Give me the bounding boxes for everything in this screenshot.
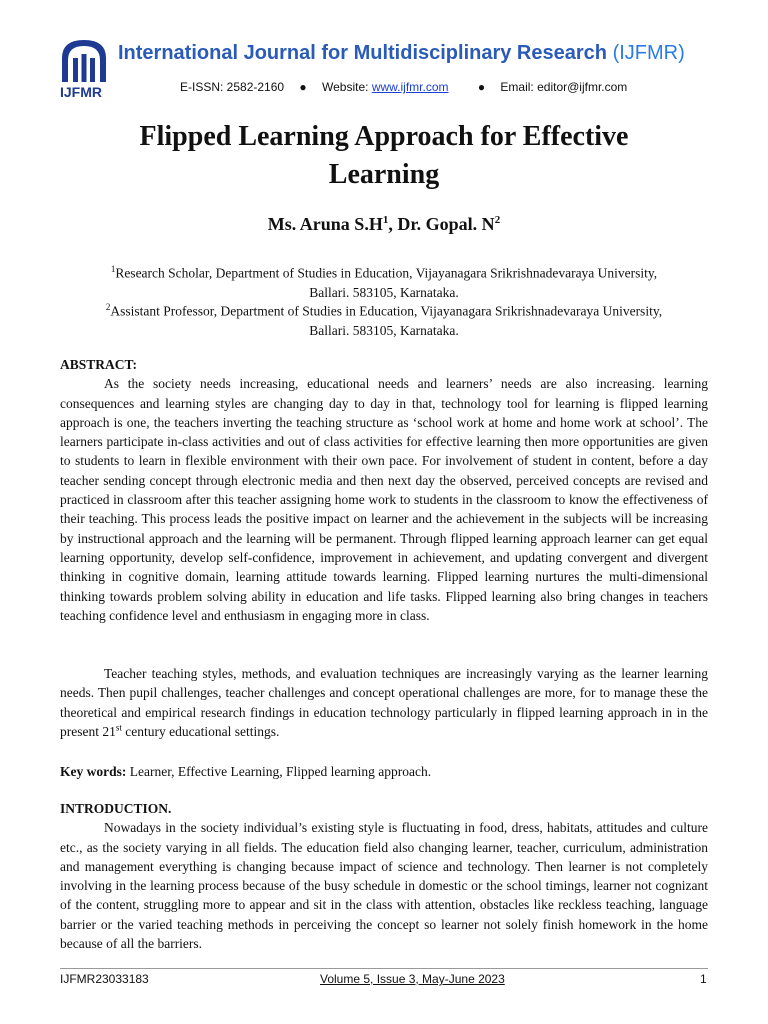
author-separator: , — [388, 214, 398, 234]
journal-info-line — [180, 80, 627, 94]
author-name: Ms. Aruna S.H — [267, 214, 383, 234]
footer-volume: Volume 5, Issue 3, May-June 2023 — [320, 972, 505, 986]
introduction-heading: INTRODUCTION. — [60, 801, 172, 816]
abstract-section — [60, 355, 708, 625]
bullet-separator: ● — [477, 80, 486, 94]
website-label: Website: — [322, 80, 369, 94]
abstract-paragraph-text: century educational settings. — [121, 723, 280, 739]
journal-header — [58, 36, 718, 104]
ordinal-suffix: st — [115, 722, 122, 733]
affil-text: Ballari. 583105, Karnataka. — [309, 284, 459, 300]
affil-mark: 2 — [105, 302, 111, 312]
issn: E-ISSN: 2582-2160 — [180, 80, 285, 94]
author-affil-mark: 1 — [382, 214, 389, 226]
email: Email: editor@ijfmr.com — [500, 80, 628, 94]
keywords-section — [60, 762, 708, 781]
abstract-paragraph: As the society needs increasing, educational needs and learners’ needs are also increasing. learning consequences and learning styles are changing day to day in that, technology tool for learning is flipped learning approach is one, the teachers inverting the teaching structure as ‘school work at home and home work at school’. The learners participate in-class activities and out of class activities for effective learning then more opportunities are given to students to learn in flexible environment with their own pace. For involvement of student in content, before a day teacher sending concept through electronic media and then next day the observed, perceived concepts are revised and practiced in classroom after this teacher assigning home work to students in the classroom to know the effectiveness of their teaching. This process leads the positive impact on learner and the achievement in the subjects will be increasing by instructional approach and the learning will be permanent. Through flipped learning approach learner can get equal learning opportunity, develop self-confidence, improvement in achievement, and updating convergent and divergent thinking in cognitive domain, learning attitude towards learning. Flipped learning nurtures the multi-dimensional thinking towards problem solving ability in education and life tasks. Flipped learning also bring changes in teachers teaching confidence level and enthusiasm in engaging more in class. — [60, 376, 708, 623]
affiliation-2 — [60, 298, 708, 340]
paper-title — [60, 118, 708, 194]
journal-name-text: International Journal for Multidisciplinary Research — [118, 42, 607, 64]
author-name: Dr. Gopal. N — [397, 214, 495, 234]
affil-text: Assistant Professor, Department of Studies in Education, Vijayanagara Srikrishnadevaraya University, — [110, 303, 663, 319]
introduction-paragraph: Nowadays in the society individual’s existing style is fluctuating in food, dress, habitats, attitudes and culture etc., as the society varying in all fields. The education field also changing learner, teacher, curriculum, administration and management everything is changing because impact of science and technology. Then learner is not completely involving in the learning process because of the busy schedule in domestic or the school timings, learner not cognizant of the content, struggling more to appear and sit in the class with attention, obstacles like reckless teaching, language barrier or the varied teaching methods in perceiving the concept so learner not solely finish homework in the home because of all the barriers. — [60, 820, 708, 952]
footer-divider — [60, 968, 708, 969]
introduction-section — [60, 799, 708, 953]
journal-name — [118, 42, 685, 65]
authors — [60, 214, 708, 235]
keywords-label: Key words: — [60, 764, 127, 779]
paper-title-line: Learning — [328, 159, 440, 190]
paper-title-line: Flipped Learning Approach for Effective — [139, 121, 629, 152]
affil-text: Research Scholar, Department of Studies in Education, Vijayanagara Srikrishnadevaraya University, — [115, 265, 658, 281]
bullet-separator: ● — [299, 80, 307, 94]
abstract-paragraph-2 — [60, 664, 708, 741]
affil-mark: 1 — [110, 264, 116, 274]
logo-text: IJFMR — [60, 84, 102, 100]
journal-abbr: (IJFMR) — [612, 42, 685, 64]
abstract-heading: ABSTRACT: — [60, 357, 138, 372]
abstract-paragraph-text: Teacher teaching styles, methods, and evaluation techniques are increasingly varying as the learner learning needs. Then pupil challenges, teacher challenges and concept operational challenges are more, for to manage these the theoretical and empirical research findings in education technology particularly in flipped learning approach in in the present 21 — [60, 666, 708, 739]
footer-page-number: 1 — [700, 972, 707, 986]
footer-paper-id: IJFMR23033183 — [60, 972, 149, 986]
author-affil-mark: 2 — [494, 214, 501, 226]
keywords-text: Learner, Effective Learning, Flipped learning approach. — [126, 764, 432, 779]
affiliation-1 — [60, 260, 708, 302]
affil-text: Ballari. 583105, Karnataka. — [309, 322, 459, 338]
website-link[interactable]: www.ijfmr.com — [371, 80, 449, 94]
